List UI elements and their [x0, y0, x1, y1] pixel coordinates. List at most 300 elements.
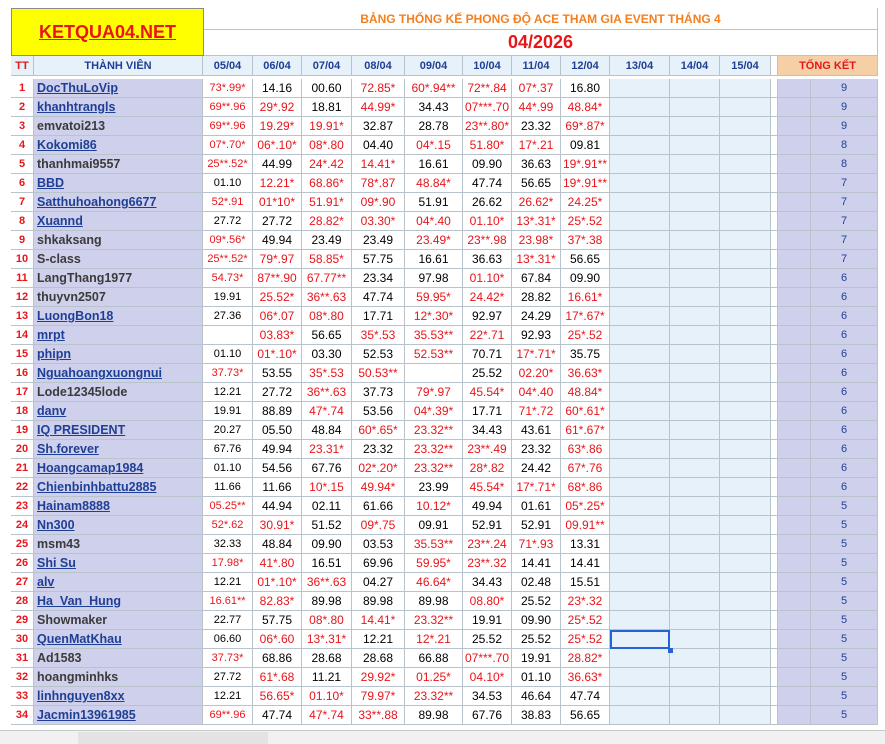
result-cell[interactable]	[610, 554, 670, 573]
result-cell[interactable]	[670, 497, 720, 516]
result-cell[interactable]	[670, 269, 720, 288]
result-cell[interactable]: 38.83	[512, 706, 561, 725]
result-cell[interactable]: 28.68	[302, 649, 352, 668]
member-name[interactable]: Sh.forever	[34, 440, 203, 459]
result-cell[interactable]: 24.25*	[561, 193, 610, 212]
result-cell[interactable]	[670, 478, 720, 497]
member-name[interactable]: Ha_Van_Hung	[34, 592, 203, 611]
result-cell[interactable]: 03.53	[352, 535, 405, 554]
member-name[interactable]: shkaksang	[34, 231, 203, 250]
result-cell[interactable]: 24*.42	[302, 155, 352, 174]
result-cell[interactable]: 27.72	[253, 212, 302, 231]
result-cell[interactable]: 24.42	[512, 459, 561, 478]
result-cell[interactable]: 09.90	[512, 611, 561, 630]
result-cell[interactable]: 22.77	[203, 611, 253, 630]
result-cell[interactable]: 56.65	[561, 706, 610, 725]
result-cell[interactable]: 25*.52	[561, 326, 610, 345]
result-cell[interactable]: 12.21	[352, 630, 405, 649]
result-cell[interactable]	[670, 459, 720, 478]
result-cell[interactable]	[610, 535, 670, 554]
result-cell[interactable]	[670, 668, 720, 687]
result-cell[interactable]: 69**.96	[203, 117, 253, 136]
result-cell[interactable]: 24.29	[512, 307, 561, 326]
result-cell[interactable]	[610, 231, 670, 250]
result-cell[interactable]: 35.53**	[405, 535, 463, 554]
result-cell[interactable]: 30.91*	[253, 516, 302, 535]
result-cell[interactable]: 28*.82	[463, 459, 512, 478]
result-cell[interactable]: 10.12*	[405, 497, 463, 516]
result-cell[interactable]: 01.25*	[405, 668, 463, 687]
result-cell[interactable]: 23.99	[405, 478, 463, 497]
result-cell[interactable]: 34.53	[463, 687, 512, 706]
result-cell[interactable]: 37.73*	[203, 649, 253, 668]
result-cell[interactable]	[720, 117, 771, 136]
result-cell[interactable]: 61*.67*	[561, 421, 610, 440]
result-cell[interactable]	[670, 383, 720, 402]
result-cell[interactable]: 12*.30*	[405, 307, 463, 326]
result-cell[interactable]: 11.66	[253, 478, 302, 497]
result-cell[interactable]: 36.63*	[561, 668, 610, 687]
fill-handle[interactable]	[668, 648, 673, 653]
result-cell[interactable]: 89.98	[352, 592, 405, 611]
result-cell[interactable]: 23.49*	[405, 231, 463, 250]
member-name[interactable]: IQ PRESIDENT	[34, 421, 203, 440]
result-cell[interactable]: 09*.75	[352, 516, 405, 535]
result-cell[interactable]	[610, 79, 670, 98]
result-cell[interactable]: 07*.37	[512, 79, 561, 98]
result-cell[interactable]: 25**.52*	[203, 250, 253, 269]
member-name[interactable]: Jacmin13961985	[34, 706, 203, 725]
result-cell[interactable]: 19.91	[203, 402, 253, 421]
result-cell[interactable]: 09.90	[463, 155, 512, 174]
result-cell[interactable]: 35.75	[561, 345, 610, 364]
result-cell[interactable]	[610, 212, 670, 231]
result-cell[interactable]	[720, 611, 771, 630]
result-cell[interactable]	[670, 326, 720, 345]
result-cell[interactable]	[670, 136, 720, 155]
result-cell[interactable]	[720, 687, 771, 706]
result-cell[interactable]	[670, 592, 720, 611]
result-cell[interactable]: 23**.49	[463, 440, 512, 459]
result-cell[interactable]: 88.89	[253, 402, 302, 421]
result-cell[interactable]: 44.99*	[352, 98, 405, 117]
result-cell[interactable]: 27.72	[203, 668, 253, 687]
result-cell[interactable]: 02.20*	[512, 364, 561, 383]
member-name[interactable]: emvatoi213	[34, 117, 203, 136]
result-cell[interactable]: 23.49	[352, 231, 405, 250]
member-name[interactable]: S-class	[34, 250, 203, 269]
result-cell[interactable]	[670, 231, 720, 250]
result-cell[interactable]: 23.98*	[512, 231, 561, 250]
result-cell[interactable]: 09.90	[302, 535, 352, 554]
result-cell[interactable]: 23.32**	[405, 459, 463, 478]
result-cell[interactable]: 69**.96	[203, 98, 253, 117]
result-cell[interactable]: 06*.60	[253, 630, 302, 649]
result-cell[interactable]: 32.87	[352, 117, 405, 136]
member-name[interactable]: Xuannd	[34, 212, 203, 231]
result-cell[interactable]: 06*.07	[253, 307, 302, 326]
result-cell[interactable]: 46.64	[512, 687, 561, 706]
result-cell[interactable]: 35*.53	[352, 326, 405, 345]
result-cell[interactable]	[720, 497, 771, 516]
result-cell[interactable]: 01.10*	[463, 269, 512, 288]
result-cell[interactable]: 28.82*	[302, 212, 352, 231]
result-cell[interactable]: 07*.70*	[203, 136, 253, 155]
result-cell[interactable]	[720, 516, 771, 535]
result-cell[interactable]	[610, 98, 670, 117]
result-cell[interactable]	[670, 79, 720, 98]
member-name[interactable]: phipn	[34, 345, 203, 364]
result-cell[interactable]: 47.74	[352, 288, 405, 307]
result-cell[interactable]: 49.94*	[352, 478, 405, 497]
result-cell[interactable]: 18.81	[302, 98, 352, 117]
result-cell[interactable]: 47.74	[561, 687, 610, 706]
result-cell[interactable]: 36.63*	[561, 364, 610, 383]
result-cell[interactable]: 56.65	[561, 250, 610, 269]
result-cell[interactable]: 17*.67*	[561, 307, 610, 326]
result-cell[interactable]: 25*.52	[561, 611, 610, 630]
result-cell[interactable]: 12.21*	[253, 174, 302, 193]
result-cell[interactable]	[720, 174, 771, 193]
result-cell[interactable]	[720, 269, 771, 288]
result-cell[interactable]	[720, 459, 771, 478]
result-cell[interactable]: 44.99	[253, 155, 302, 174]
result-cell[interactable]	[670, 345, 720, 364]
result-cell[interactable]: 49.94	[253, 231, 302, 250]
result-cell[interactable]: 15.51	[561, 573, 610, 592]
result-cell[interactable]	[720, 573, 771, 592]
result-cell[interactable]	[610, 497, 670, 516]
result-cell[interactable]	[720, 155, 771, 174]
result-cell[interactable]: 67.76	[203, 440, 253, 459]
result-cell[interactable]	[610, 573, 670, 592]
result-cell[interactable]	[670, 440, 720, 459]
result-cell[interactable]: 23**.24	[463, 535, 512, 554]
result-cell[interactable]: 01.61	[512, 497, 561, 516]
result-cell[interactable]: 92.93	[512, 326, 561, 345]
result-cell[interactable]: 23**.98	[463, 231, 512, 250]
result-cell[interactable]	[670, 288, 720, 307]
result-cell[interactable]: 19*.91**	[561, 155, 610, 174]
result-cell[interactable]	[610, 478, 670, 497]
result-cell[interactable]: 25.52	[463, 364, 512, 383]
result-cell[interactable]: 13*.31*	[512, 212, 561, 231]
result-cell[interactable]: 25*.52	[561, 630, 610, 649]
result-cell[interactable]: 04*.40	[512, 383, 561, 402]
result-cell[interactable]: 01.10*	[463, 212, 512, 231]
result-cell[interactable]: 28.82*	[561, 649, 610, 668]
result-cell[interactable]	[720, 554, 771, 573]
result-cell[interactable]: 23.32	[512, 117, 561, 136]
result-cell[interactable]: 09.91	[405, 516, 463, 535]
result-cell[interactable]: 12.21	[203, 687, 253, 706]
result-cell[interactable]: 49.94	[463, 497, 512, 516]
result-cell[interactable]: 01.10	[512, 668, 561, 687]
result-cell[interactable]: 36.63	[512, 155, 561, 174]
result-cell[interactable]	[610, 459, 670, 478]
result-cell[interactable]: 08*.80	[302, 611, 352, 630]
result-cell[interactable]	[720, 345, 771, 364]
result-cell[interactable]: 09.91**	[561, 516, 610, 535]
result-cell[interactable]: 25*.52	[561, 212, 610, 231]
result-cell[interactable]: 05.50	[253, 421, 302, 440]
result-cell[interactable]: 04*.39*	[405, 402, 463, 421]
result-cell[interactable]: 89.98	[405, 592, 463, 611]
result-cell[interactable]: 68.86	[253, 649, 302, 668]
result-cell[interactable]: 17.71	[463, 402, 512, 421]
result-cell[interactable]: 02.48	[512, 573, 561, 592]
member-name[interactable]: danv	[34, 402, 203, 421]
result-cell[interactable]	[610, 687, 670, 706]
result-cell[interactable]	[670, 421, 720, 440]
result-cell[interactable]: 19.91	[203, 288, 253, 307]
result-cell[interactable]	[720, 307, 771, 326]
result-cell[interactable]: 24.42*	[463, 288, 512, 307]
result-cell[interactable]: 52.53**	[405, 345, 463, 364]
result-cell[interactable]: 01.10	[203, 345, 253, 364]
result-cell[interactable]: 03.30*	[352, 212, 405, 231]
result-cell[interactable]: 48.84	[302, 421, 352, 440]
result-cell[interactable]	[720, 288, 771, 307]
result-cell[interactable]: 23**.80*	[463, 117, 512, 136]
result-cell[interactable]: 48.84*	[561, 98, 610, 117]
result-cell[interactable]	[720, 98, 771, 117]
result-cell[interactable]: 16.61	[405, 155, 463, 174]
result-cell[interactable]: 23.34	[352, 269, 405, 288]
result-cell[interactable]: 13.31	[561, 535, 610, 554]
result-cell[interactable]: 29.92*	[352, 668, 405, 687]
result-cell[interactable]: 07***.70	[463, 98, 512, 117]
result-cell[interactable]	[670, 250, 720, 269]
result-cell[interactable]	[670, 687, 720, 706]
result-cell[interactable]	[720, 706, 771, 725]
result-cell[interactable]: 14.41	[512, 554, 561, 573]
result-cell[interactable]: 59.95*	[405, 288, 463, 307]
result-cell[interactable]: 16.80	[561, 79, 610, 98]
result-cell[interactable]: 44.94	[253, 497, 302, 516]
result-cell[interactable]: 19.29*	[253, 117, 302, 136]
result-cell[interactable]: 23.32**	[405, 421, 463, 440]
result-cell[interactable]	[670, 706, 720, 725]
result-cell[interactable]: 14.41	[561, 554, 610, 573]
result-cell[interactable]: 47.74	[253, 706, 302, 725]
result-cell[interactable]: 35.53**	[405, 326, 463, 345]
result-cell[interactable]: 51.91	[405, 193, 463, 212]
result-cell[interactable]	[610, 383, 670, 402]
member-name[interactable]: QuenMatKhau	[34, 630, 203, 649]
result-cell[interactable]: 04.27	[352, 573, 405, 592]
result-cell[interactable]	[670, 117, 720, 136]
result-cell[interactable]: 28.82	[512, 288, 561, 307]
result-cell[interactable]: 52*.62	[203, 516, 253, 535]
result-cell[interactable]: 02.11	[302, 497, 352, 516]
result-cell[interactable]: 51.52	[302, 516, 352, 535]
result-cell[interactable]	[720, 478, 771, 497]
result-cell[interactable]: 19.91	[512, 649, 561, 668]
result-cell[interactable]: 04.40	[352, 136, 405, 155]
result-cell[interactable]: 09*.90	[352, 193, 405, 212]
result-cell[interactable]	[720, 136, 771, 155]
result-cell[interactable]: 69*.87*	[561, 117, 610, 136]
result-cell[interactable]	[720, 193, 771, 212]
result-cell[interactable]: 23.32**	[405, 440, 463, 459]
result-cell[interactable]: 19*.91**	[561, 174, 610, 193]
result-cell[interactable]: 00.60	[302, 79, 352, 98]
result-cell[interactable]: 72.85*	[352, 79, 405, 98]
member-name[interactable]: thuyvn2507	[34, 288, 203, 307]
result-cell[interactable]	[610, 288, 670, 307]
result-cell[interactable]: 10*.15	[302, 478, 352, 497]
result-cell[interactable]: 37.73	[352, 383, 405, 402]
result-cell[interactable]: 61*.68	[253, 668, 302, 687]
result-cell[interactable]: 04*.40	[405, 212, 463, 231]
result-cell[interactable]	[720, 402, 771, 421]
result-cell[interactable]: 67.76	[463, 706, 512, 725]
result-cell[interactable]: 37.73*	[203, 364, 253, 383]
result-cell[interactable]: 45.54*	[463, 383, 512, 402]
result-cell[interactable]: 58.85*	[302, 250, 352, 269]
member-name[interactable]: mrpt	[34, 326, 203, 345]
result-cell[interactable]: 36.63	[463, 250, 512, 269]
result-cell[interactable]: 45.54*	[463, 478, 512, 497]
member-name[interactable]: LangThang1977	[34, 269, 203, 288]
result-cell[interactable]: 13*.31*	[512, 250, 561, 269]
result-cell[interactable]	[610, 269, 670, 288]
result-cell[interactable]	[610, 516, 670, 535]
result-cell[interactable]	[203, 326, 253, 345]
result-cell[interactable]	[720, 592, 771, 611]
result-cell[interactable]: 23.49	[302, 231, 352, 250]
result-cell[interactable]: 01.10*	[302, 687, 352, 706]
result-cell[interactable]: 32.33	[203, 535, 253, 554]
result-cell[interactable]: 13*.31*	[302, 630, 352, 649]
result-cell[interactable]	[610, 250, 670, 269]
result-cell[interactable]: 16.61	[405, 250, 463, 269]
result-cell[interactable]: 36**.63	[302, 573, 352, 592]
result-cell[interactable]	[610, 421, 670, 440]
result-cell[interactable]	[610, 364, 670, 383]
result-cell[interactable]	[610, 592, 670, 611]
result-cell[interactable]: 05*.25*	[561, 497, 610, 516]
result-cell[interactable]: 35*.53	[302, 364, 352, 383]
result-cell[interactable]: 26.62*	[512, 193, 561, 212]
result-cell[interactable]: 25**.52*	[203, 155, 253, 174]
result-cell[interactable]: 03.83*	[253, 326, 302, 345]
result-cell[interactable]: 03.30	[302, 345, 352, 364]
result-cell[interactable]: 04.10*	[463, 668, 512, 687]
result-cell[interactable]	[670, 174, 720, 193]
result-cell[interactable]: 01*.10*	[253, 345, 302, 364]
result-cell[interactable]: 68.86*	[302, 174, 352, 193]
result-cell[interactable]: 09.81	[561, 136, 610, 155]
result-cell[interactable]: 53.56	[352, 402, 405, 421]
result-cell[interactable]: 27.72	[253, 383, 302, 402]
result-cell[interactable]: 09*.56*	[203, 231, 253, 250]
result-cell[interactable]	[610, 649, 670, 668]
result-cell[interactable]: 09.90	[561, 269, 610, 288]
result-cell[interactable]	[670, 155, 720, 174]
result-cell[interactable]	[720, 535, 771, 554]
result-cell[interactable]	[670, 516, 720, 535]
result-cell[interactable]: 34.43	[463, 421, 512, 440]
result-cell[interactable]: 01*10*	[253, 193, 302, 212]
result-cell[interactable]: 14.16	[253, 79, 302, 98]
result-cell[interactable]: 57.75	[253, 611, 302, 630]
result-cell[interactable]: 27.36	[203, 307, 253, 326]
result-cell[interactable]: 06*.10*	[253, 136, 302, 155]
result-cell[interactable]: 48.84*	[405, 174, 463, 193]
result-cell[interactable]	[670, 630, 720, 649]
result-cell[interactable]	[670, 98, 720, 117]
result-cell[interactable]: 27.72	[203, 212, 253, 231]
member-name[interactable]: Hainam8888	[34, 497, 203, 516]
result-cell[interactable]	[720, 649, 771, 668]
member-name[interactable]: msm43	[34, 535, 203, 554]
result-cell[interactable]: 25.52	[512, 592, 561, 611]
result-cell[interactable]: 08*.80	[302, 307, 352, 326]
result-cell[interactable]	[670, 193, 720, 212]
result-cell[interactable]: 05.25**	[203, 497, 253, 516]
result-cell[interactable]: 67.84	[512, 269, 561, 288]
result-cell[interactable]: 26.62	[463, 193, 512, 212]
result-cell[interactable]: 48.84*	[561, 383, 610, 402]
site-logo-cell[interactable]: KETQUA04.NET	[11, 8, 204, 56]
result-cell[interactable]	[670, 611, 720, 630]
result-cell[interactable]: 71*.72	[512, 402, 561, 421]
result-cell[interactable]: 51.80*	[463, 136, 512, 155]
result-cell[interactable]: 12.21	[203, 573, 253, 592]
result-cell[interactable]: 37*.38	[561, 231, 610, 250]
result-cell[interactable]: 68*.86	[561, 478, 610, 497]
result-cell[interactable]: 92.97	[463, 307, 512, 326]
result-cell[interactable]: 47*.74	[302, 402, 352, 421]
result-cell[interactable]	[670, 212, 720, 231]
result-cell[interactable]	[720, 231, 771, 250]
result-cell[interactable]: 28.78	[405, 117, 463, 136]
member-name[interactable]: LuongBon18	[34, 307, 203, 326]
result-cell[interactable]: 54.56	[253, 459, 302, 478]
result-cell[interactable]: 54.73*	[203, 269, 253, 288]
result-cell[interactable]	[405, 364, 463, 383]
result-cell[interactable]	[610, 155, 670, 174]
result-cell[interactable]: 17.71	[352, 307, 405, 326]
result-cell[interactable]: 17*.71*	[512, 345, 561, 364]
member-name[interactable]: Lode12345lode	[34, 383, 203, 402]
result-cell[interactable]: 87**.90	[253, 269, 302, 288]
result-cell[interactable]: 41*.80	[253, 554, 302, 573]
sheet-tab[interactable]	[78, 732, 268, 744]
result-cell[interactable]	[720, 250, 771, 269]
result-cell[interactable]: 28.68	[352, 649, 405, 668]
result-cell[interactable]	[610, 668, 670, 687]
result-cell[interactable]: 79.97*	[352, 687, 405, 706]
result-cell[interactable]: 69.96	[352, 554, 405, 573]
member-name[interactable]: BBD	[34, 174, 203, 193]
result-cell[interactable]	[720, 364, 771, 383]
member-name[interactable]: Shi Su	[34, 554, 203, 573]
member-name[interactable]: thanhmai9557	[34, 155, 203, 174]
result-cell[interactable]	[610, 307, 670, 326]
result-cell[interactable]: 59.95*	[405, 554, 463, 573]
result-cell[interactable]: 52*.91	[203, 193, 253, 212]
result-cell[interactable]: 66.88	[405, 649, 463, 668]
result-cell[interactable]: 01.10	[203, 459, 253, 478]
result-cell[interactable]	[610, 193, 670, 212]
result-cell[interactable]: 19.91	[463, 611, 512, 630]
result-cell[interactable]: 22*.71	[463, 326, 512, 345]
result-cell[interactable]: 97.98	[405, 269, 463, 288]
member-name[interactable]: alv	[34, 573, 203, 592]
